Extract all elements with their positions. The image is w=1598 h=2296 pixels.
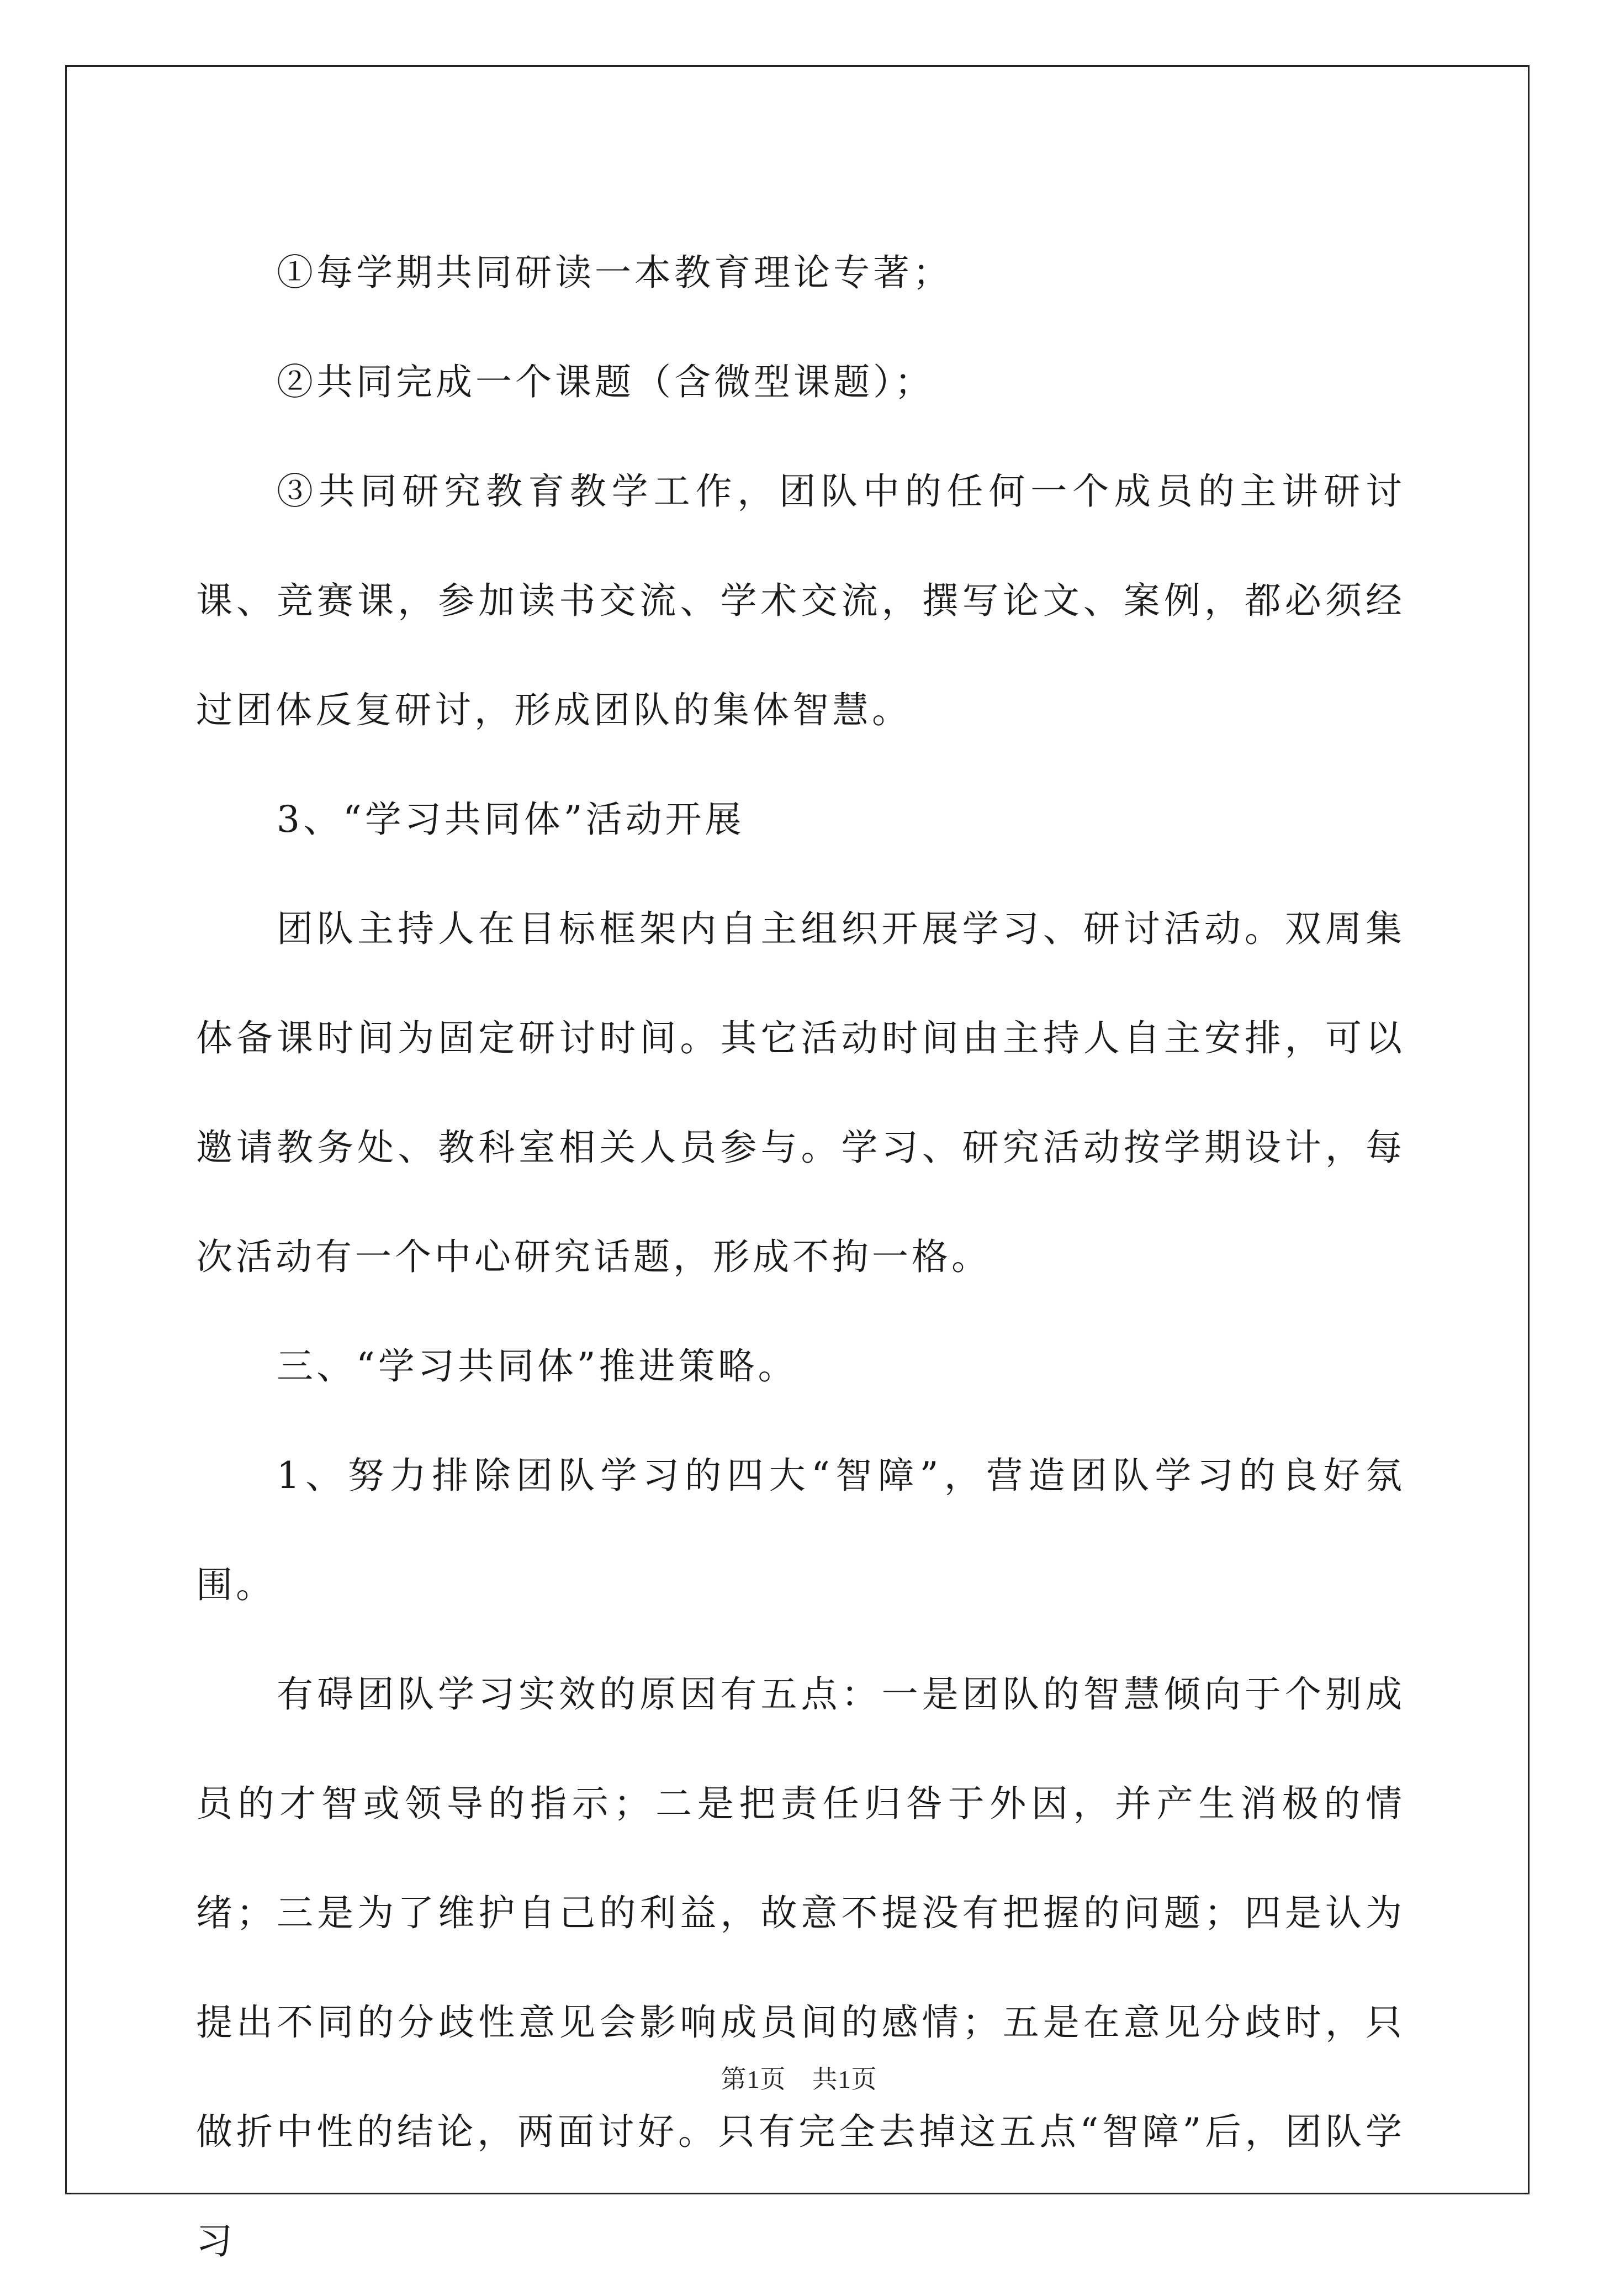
- paragraph: 有碍团队学习实效的原因有五点：一是团队的智慧倾向于个别成员的才智或领导的指示；二是把责任归咎于外因，并产生消极的情绪；三是为了维护自己的利益，故意不提没有把握的问题；四是认为提出不同的分歧性意见会影响成员间的感情；五是在意见分歧时，只做折中性的结论，两面讨好。只有完全去掉这五点“智障”后，团队学习: [196, 1673, 1405, 2262]
- paragraph: 团队主持人在目标框架内自主组织开展学习、研讨活动。双周集体备课时间为固定研讨时间。其它活动时间由主持人自主安排，可以邀请教务处、教科室相关人员参与。学习、研究活动按学期设计，每次活动有一个中心研究话题，形成不拘一格。: [196, 907, 1405, 1278]
- document-body: [196, 218, 1405, 2296]
- section-heading: 1、努力排除团队学习的四大“智障”，营造团队学习的良好氛围。: [196, 1454, 1405, 1606]
- section-heading: 三、“学习共同体”推进策略。: [277, 1345, 798, 1387]
- page-footer: 第1页 共1页: [721, 2065, 877, 2093]
- paragraph: ①每学期共同研读一本教育理论专著；: [277, 251, 953, 294]
- paragraph: ②共同完成一个课题（含微型课题）；: [277, 361, 934, 403]
- section-heading: 3、“学习共同体”活动开展: [277, 798, 745, 841]
- paragraph: ③共同研究教育教学工作，团队中的任何一个成员的主讲研讨课、竞赛课，参加读书交流、学术交流，撰写论文、案例，都必须经过团体反复研讨，形成团队的集体智慧。: [196, 470, 1405, 731]
